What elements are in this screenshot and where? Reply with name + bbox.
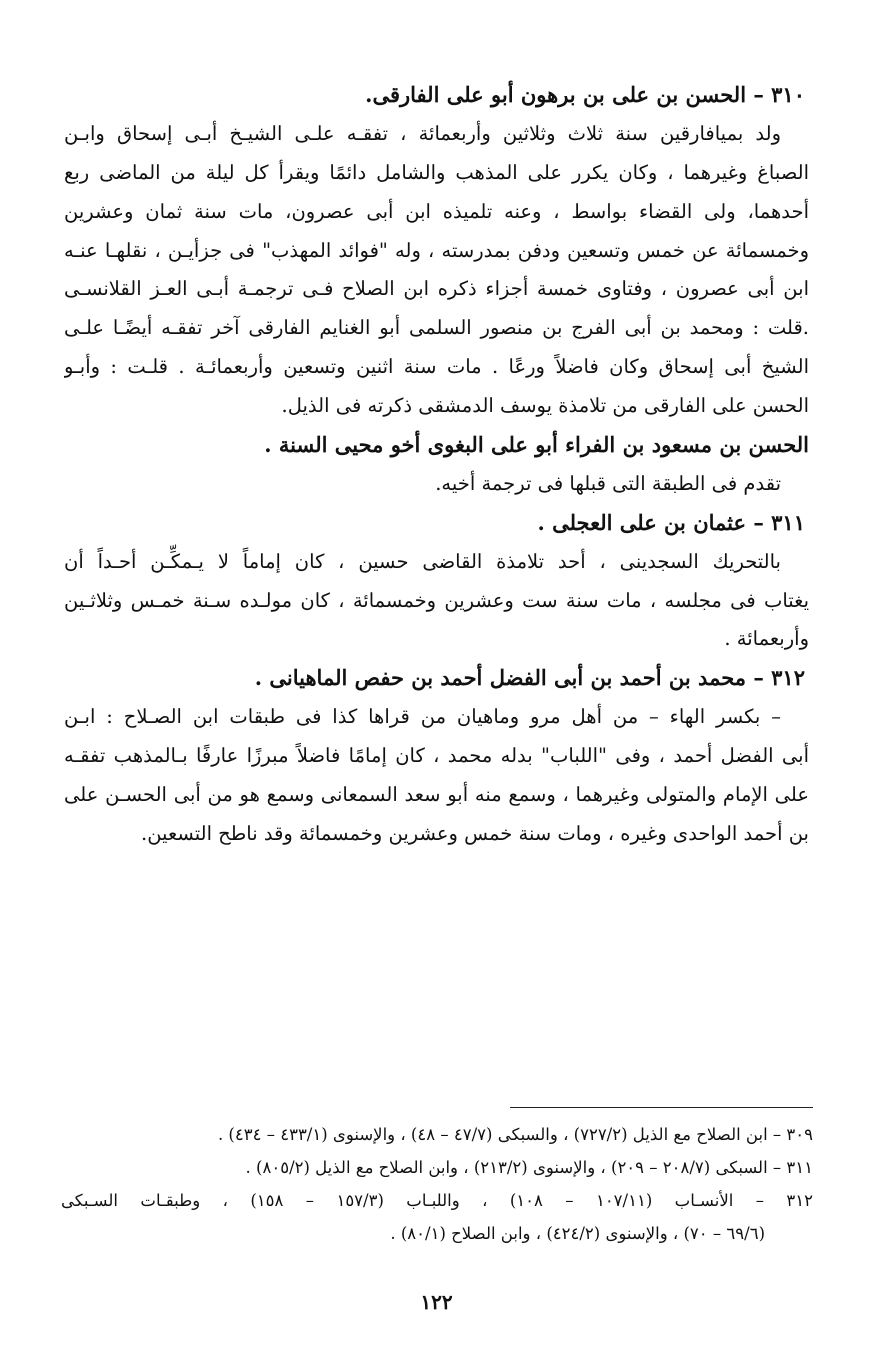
entry-text-line: الشيخ أبى إسحاق وكان فاضلاً ورعًا . مات سنة اثنين وتسعين وأربعمائـة . قلـت : وأبـو: [64, 355, 809, 379]
entry-text-line: الصباغ وغيرهما ، وكان يكرر على المذهب والشامل دائمًا ويقرأ كل ليلة من الماضى ربع: [64, 160, 809, 184]
entry-text-line: بن أحمد الواحدى وغيره ، ومات سنة خمس وعشرين وخمسمائة وقد ناطح التسعين.: [141, 821, 809, 845]
footnotes: [61, 1118, 813, 1250]
footnote-divider: [510, 1107, 813, 1108]
footnote-309: ٣٠٩ – ابن الصلاح مع الذيل (٧٢٧/٢) ، والسبكى (٤٧/٧ – ٤٨) ، والإسنوى (٤٣٣/١ – ٤٣٤) .: [217, 1125, 813, 1144]
footnote-312: ٣١٢ – الأنسـاب (١٠٧/١١ – ١٠٨) ، واللبـاب (١٥٧/٣ – ١٥٨) ، وطبقـات السـبكى: [61, 1191, 813, 1210]
entry-text-line: .قلت : ومحمد بن أبى الفرج بن منصور السلمى أبو الغنايم الفارقى آخر تفقـه أيضًـا علـى: [64, 316, 809, 340]
entry-text-line: – بكسر الهاء – من أهل مرو وماهيان من قراها كذا فى طبقات ابن الصـلاح : ابـن: [64, 705, 781, 729]
entry-text-line: تقدم فى الطبقة التى قبلها فى ترجمة أخيه.: [435, 471, 781, 495]
entry-text-line: على الإمام والمتولى وغيرهما ، وسمع منه أبو سعد السمعانى وسمع هو من أبى الحسـن على: [64, 783, 809, 807]
entry-text-line: ولد بميافارقين سنة ثلاث وثلاثين وأربعمائة ، تفقـه علـى الشيـخ أبـى إسحاق وابـن: [64, 121, 781, 145]
entry-text-line: أبى الفضل أحمد ، وفى "اللباب" بدله محمد ، كان إمامًا فاضلاً مبرزًا عارفًا بـالمذهب تفقـه: [64, 744, 809, 768]
footnote-311: ٣١١ – السبكى (٢٠٨/٧ – ٢٠٩) ، والإسنوى (٢١٣/٢) ، وابن الصلاح مع الذيل (٨٠٥/٢) .: [245, 1158, 813, 1177]
entry-text-line: أحدهما، ولى القضاء بواسط ، وعنه تلميذه ابن أبى عصرون، مات سنة ثمان وعشرين: [64, 199, 809, 223]
entry-heading-311: ٣١١ – عثمان بن على العجلى .: [537, 509, 805, 535]
entry-text-line: بالتحريك السجدينى ، أحد تلامذة القاضى حسين ، كان إماماً لا يـمكِّـن أحـداً أن: [64, 549, 781, 573]
entry-heading-312: ٣١٢ – محمد بن أحمد بن أبى الفضل أحمد بن حفص الماهيانى .: [254, 665, 805, 691]
entry-text-line: الحسن على الفارقى من تلامذة يوسف الدمشقى ذكرته فى الذيل.: [281, 394, 809, 418]
entry-text-line: وأربعمائة .: [724, 627, 809, 651]
footnote-312-continuation: (٦٩/٦ – ٧٠) ، والإسنوى (٤٢٤/٢) ، وابن الصلاح (٨٠/١) .: [390, 1224, 765, 1243]
entry-heading-al-baghawi: الحسن بن مسعود بن الفراء أبو على البغوى أخو محيى السنة .: [264, 432, 809, 458]
entry-text-line: ابن أبى عصرون ، وفتاوى خمسة أجزاء ذكره ابن الصلاح فـى ترجمـة أبـى العـز القلانسـى: [64, 277, 809, 301]
entry-heading-310: ٣١٠ – الحسن بن على بن برهون أبو على الفارقى.: [365, 82, 805, 107]
entry-text-line: يغتاب فى مجلسه ، مات سنة ست وعشرين وخمسمائة ، كان مولـده سـنة خمـس وثلاثـين: [64, 588, 809, 612]
entry-text-line: وخمسمائة عن خمس وتسعين ودفن بمدرسته ، وله "فوائد المهذب" فى جزأيـن ، نقلهـا عنـه: [64, 238, 809, 262]
main-text: [64, 76, 809, 854]
page-number: ١٢٢: [420, 1290, 453, 1314]
